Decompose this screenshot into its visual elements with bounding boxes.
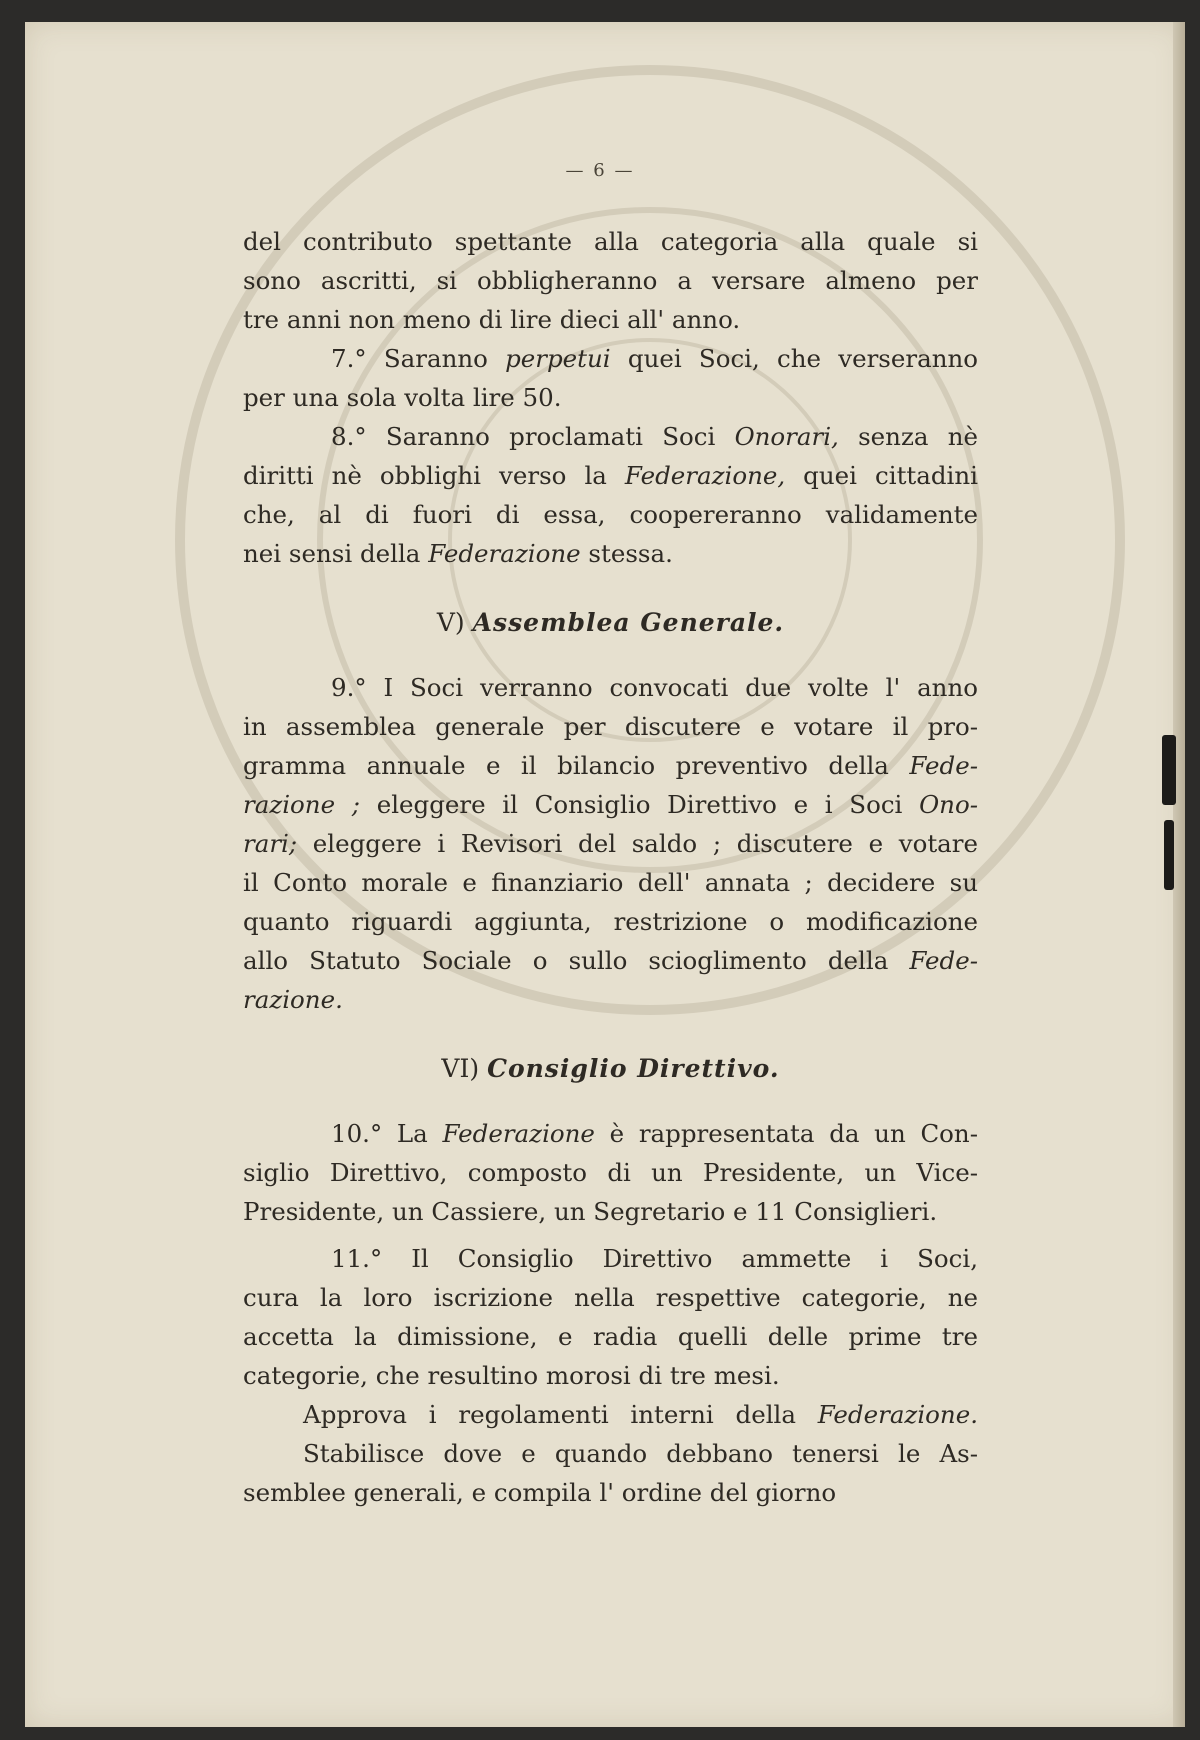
text-line: categorie, che resultino morosi di tre mesi.	[243, 1361, 780, 1390]
text-line: rari; eleggere i Revisori del saldo ; discutere e votare	[243, 829, 978, 858]
page-number: — 6 —	[565, 160, 635, 181]
binding-mark	[1162, 735, 1176, 805]
text-line: cura la loro iscrizione nella respettive categorie, ne	[243, 1283, 978, 1312]
text-line: quanto riguardi aggiunta, restrizione o modificazione	[243, 907, 978, 936]
text-line: Presidente, un Cassiere, un Segretario e 11 Consiglieri.	[243, 1197, 938, 1226]
text-line: in assemblea generale per discutere e votare il pro-	[243, 712, 978, 741]
text-line: 11.° Il Consiglio Direttivo ammette i Soci,	[331, 1244, 978, 1273]
text-line: razione.	[243, 985, 343, 1014]
text-line: semblee generali, e compila l' ordine del giorno	[243, 1478, 837, 1507]
text-line: tre anni non meno di lire dieci all' anno.	[243, 305, 741, 334]
text-line: nei sensi della Federazione stessa.	[243, 539, 673, 568]
text-line: razione ; eleggere il Consiglio Direttivo e i Soci Ono-	[243, 790, 978, 819]
text-line: sono ascritti, si obbligheranno a versare almeno per	[243, 266, 978, 295]
text-line: 7.° Saranno perpetui quei Soci, che verseranno	[331, 344, 979, 373]
binding-mark	[1164, 820, 1174, 890]
page-edge	[1173, 22, 1185, 1727]
section-heading-assemblea: V) Assemblea Generale.	[436, 608, 785, 637]
text-line: il Conto morale e finanziario dell' annata ; decidere su	[243, 868, 978, 897]
text-line: gramma annuale e il bilancio preventivo della Fede-	[243, 751, 978, 780]
text-line: 10.° La Federazione è rappresentata da un Con-	[331, 1119, 978, 1148]
text-line: 8.° Saranno proclamati Soci Onorari, senza nè	[331, 422, 978, 451]
text-line: che, al di fuori di essa, coopereranno validamente	[243, 500, 978, 529]
text-line: per una sola volta lire 50.	[243, 383, 562, 412]
text-line: siglio Direttivo, composto di un Presidente, un Vice-	[243, 1158, 978, 1187]
text-line: del contributo spettante alla categoria alla quale si	[243, 227, 978, 256]
body-text	[243, 222, 978, 1512]
text-line: 9.° I Soci verranno convocati due volte l' anno	[331, 673, 978, 702]
text-line: diritti nè obblighi verso la Federazione, quei cittadini	[243, 461, 978, 490]
text-line: Stabilisce dove e quando debbano tenersi le As-	[303, 1439, 978, 1468]
text-line: allo Statuto Sociale o sullo scioglimento della Fede-	[243, 946, 978, 975]
section-heading-consiglio: VI) Consiglio Direttivo.	[441, 1054, 780, 1083]
text-line: Approva i regolamenti interni della Federazione.	[303, 1400, 978, 1429]
text-line: accetta la dimissione, e radia quelli delle prime tre	[243, 1322, 978, 1351]
